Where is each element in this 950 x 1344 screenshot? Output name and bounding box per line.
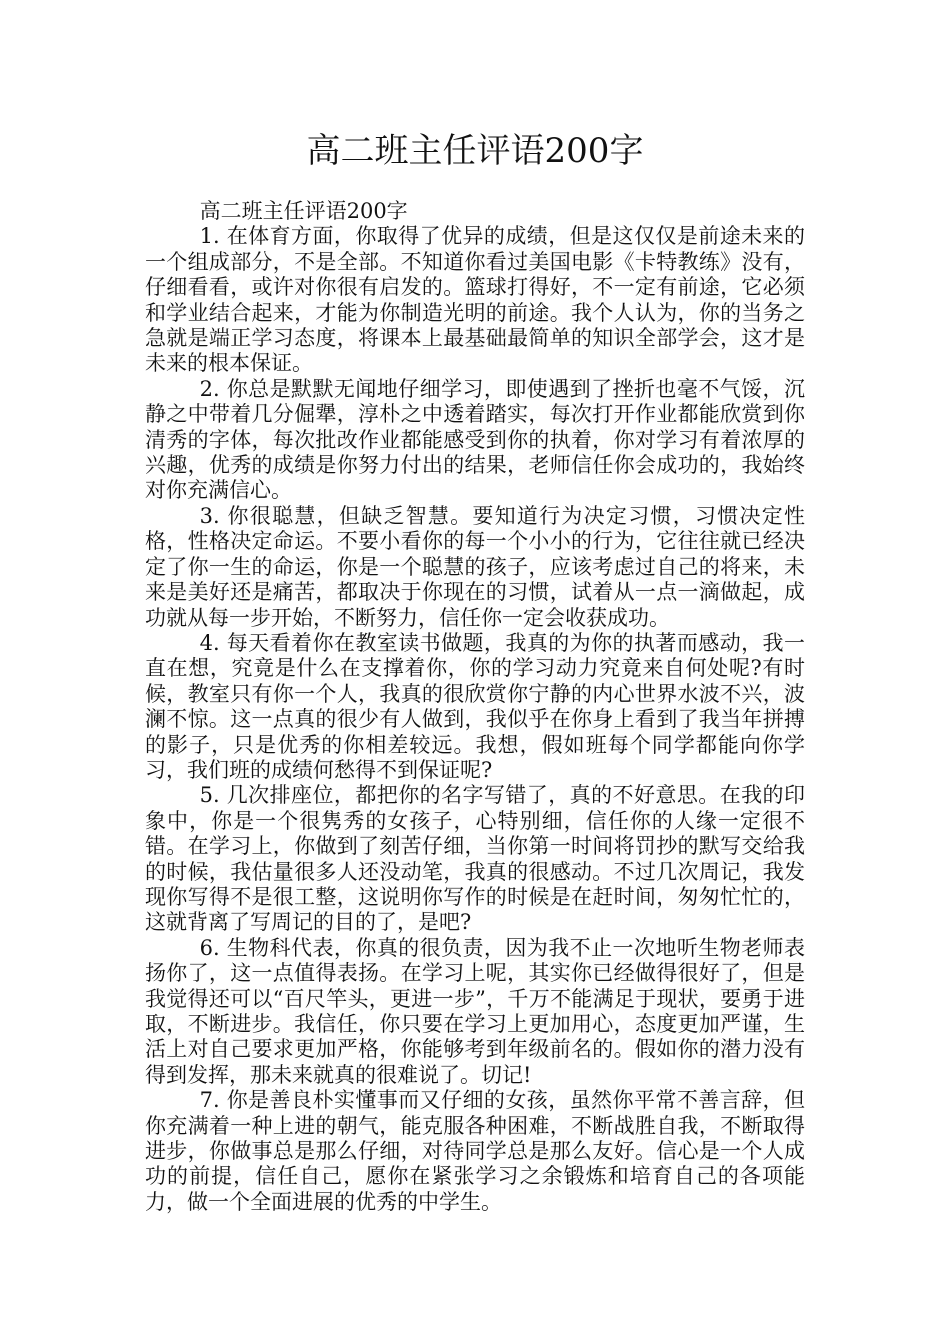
paragraph-3: 3. 你很聪慧，但缺乏智慧。要知道行为决定习惯，习惯决定性格，性格决定命运。不要小看你的每一个小小的行为，它往往就已经决定了你一生的命运，你是一个聪慧的孩子，应该考虑过自己的将来，未来是美好还是痛苦，都取决于你现在的习惯，试着从一点一滴做起，成功就从每一步开始，不断努力，信任你一定会收获成功。 [145, 503, 805, 630]
paragraph-6: 6. 生物科代表，你真的很负责，因为我不止一次地听生物老师表扬你了，这一点值得表扬。在学习上呢，其实你已经做得很好了，但是我觉得还可以“百尺竿头，更进一步”，千万不能满足于现状，要勇于进取，不断进步。我信任，你只要在学习上更加用心，态度更加严谨，生活上对自己要求更加严格，你能够考到年级前名的。假如你的潜力没有得到发挥，那未来就真的很难说了。切记! [145, 935, 805, 1087]
document-body [145, 199, 805, 1215]
document-subtitle: 高二班主任评语200字 [199, 199, 408, 223]
paragraph-2: 2. 你总是默默无闻地仔细学习，即使遇到了挫折也毫不气馁，沉静之中带着几分倔犟，淳朴之中透着踏实，每次打开作业都能欣赏到你清秀的字体，每次批改作业都能感受到你的执着，你对学习有着浓厚的兴趣，优秀的成绩是你努力付出的结果，老师信任你会成功的，我始终对你充满信心。 [145, 376, 805, 503]
paragraph-7: 7. 你是善良朴实懂事而又仔细的女孩，虽然你平常不善言辞，但你充满着一种上进的朝气，能克服各种困难，不断战胜自我，不断取得进步，你做事总是那么仔细，对待同学总是那么友好。信心是一个人成功的前提，信任自己，愿你在紧张学习之余锻炼和培育自己的各项能力，做一个全面进展的优秀的中学生。 [145, 1088, 805, 1214]
document-title: 高二班主任评语200字 [306, 131, 644, 171]
paragraph-1: 1. 在体育方面，你取得了优异的成绩，但是这仅仅是前途未来的一个组成部分，不是全部。不知道你看过美国电影《卡特教练》没有，仔细看看，或许对你很有启发的。篮球打得好，不一定有前途，它必须和学业结合起来，才能为你制造光明的前途。我个人认为，你的当务之急就是端正学习态度，将课本上最基础最简单的知识全部学会，这才是未来的根本保证。 [145, 224, 805, 376]
paragraph-4: 4. 每天看着你在教室读书做题，我真的为你的执著而感动，我一直在想，究竟是什么在支撑着你，你的学习动力究竟来自何处呢?有时候，教室只有你一个人，我真的很欣赏你宁静的内心世界水波不兴，波澜不惊。这一点真的很少有人做到，我似乎在你身上看到了我当年拼搏的影子，只是优秀的你相差较远。我想，假如班每个同学都能向你学习，我们班的成绩何愁得不到保证呢? [145, 630, 805, 782]
paragraph-5: 5. 几次排座位，都把你的名字写错了，真的不好意思。在我的印象中，你是一个很隽秀的女孩子，心特别细，信任你的人缘一定很不错。在学习上，你做到了刻苦仔细，当你第一时间将罚抄的默写交给我的时候，我估量很多人还没动笔，我真的很感动。不过几次周记，我发现你写得不是很工整，这说明你写作的时候是在赶时间，匆匆忙忙的，这就背离了写周记的目的了，是吧? [145, 783, 805, 935]
